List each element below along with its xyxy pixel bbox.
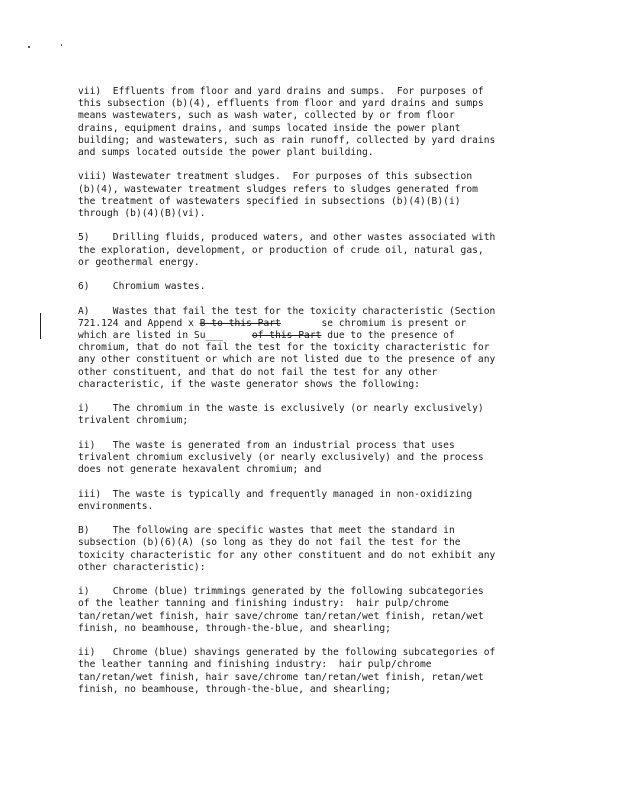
revision-bar: [40, 313, 41, 339]
struck-text: B to this Part: [199, 317, 281, 329]
text-line: trivalent chromium exclusively (or nearly exclusively) and the process: [78, 452, 484, 463]
paragraph-A: [78, 306, 548, 391]
text-line: other characteristic):: [78, 561, 206, 573]
text-line: 721.124 and Append x B to this Part se chromium is present or: [78, 317, 467, 329]
text-line: means wastewaters, such as wash water, collected by or from floor: [78, 110, 455, 122]
scan-speck: [61, 44, 62, 46]
text-line: 5) Drilling fluids, produced waters, and other wastes associated with: [78, 232, 496, 244]
text-line: toxicity characteristic for any other constituent and do not exhibit any: [78, 549, 496, 561]
text-line: finish, no beamhouse, through-the-blue, and shearling;: [78, 683, 391, 695]
paragraph-5: [78, 232, 548, 269]
text-line: the leather tanning and finishing industry: hair pulp/chrome: [78, 659, 432, 671]
text-line: 6) Chromium wastes.: [78, 281, 206, 293]
text-line: characteristic, if the waste generator shows the following:: [78, 378, 420, 390]
text-line: other constituent, and that do not fail the test for any other: [78, 366, 438, 378]
paragraph-B-i: [78, 586, 548, 635]
paragraph-A-ii: [78, 440, 548, 477]
text-line: ii) Chrome (blue) shavings generated by the following subcategories of: [78, 647, 496, 659]
document-body: [78, 86, 548, 708]
paragraph-A-i: [78, 403, 548, 427]
paragraph-vii: [78, 86, 548, 159]
text-line: through (b)(4)(B)(vi).: [78, 208, 206, 220]
text-line: tan/retan/wet finish, hair save/chrome tan/retan/wet finish, retan/wet: [78, 610, 484, 622]
text-line: vii) Effluents from floor and yard drains and sumps. For purposes of: [78, 86, 484, 97]
text-line: drains, equipment drains, and sumps located inside the power plant: [78, 122, 461, 134]
text-line: viii) Wastewater treatment sludges. For purposes of this subsection: [78, 171, 473, 183]
text-line: finish, no beamhouse, through-the-blue, and shearling;: [78, 622, 391, 634]
text-line: the exploration, development, or production of crude oil, natural gas,: [78, 244, 484, 256]
text-line: i) Chrome (blue) trimmings generated by the following subcategories: [78, 586, 484, 598]
struck-text: of this Part: [251, 330, 322, 341]
text-line: this subsection (b)(4), effluents from floor and yard drains and sumps: [78, 98, 484, 110]
paragraph-viii: [78, 171, 548, 220]
paragraph-B: [78, 525, 548, 574]
text-line: chromium, that do not fail the test for the toxicity characteristic for: [78, 342, 490, 354]
paragraph-B-ii: [78, 647, 548, 696]
text-line: does not generate hexavalent chromium; and: [78, 464, 322, 476]
text-line: trivalent chromium;: [78, 415, 189, 427]
text-line: iii) The waste is typically and frequently managed in non-oxidizing: [78, 488, 473, 500]
text-line: the treatment of wastewaters specified in subsections (b)(4)(B)(i): [78, 195, 461, 207]
text-line: B) The following are specific wastes that meet the standard in: [78, 525, 455, 537]
text-line: any other constituent or which are not listed due to the presence of any: [78, 354, 496, 366]
text-line: building; and wastewaters, such as rain runoff, collected by yard drains: [78, 134, 496, 146]
text-line: subsection (b)(6)(A) (so long as they do not fail the test for the: [78, 537, 461, 549]
text-line: (b)(4), wastewater treatment sludges refers to sludges generated from: [78, 183, 478, 195]
text-line: and sumps located outside the power plant building.: [78, 147, 374, 159]
text-line: or geothermal energy.: [78, 256, 200, 268]
text-line: environments.: [78, 500, 154, 512]
text-line: tan/retan/wet finish, hair save/chrome tan/retan/wet finish, retan/wet: [78, 671, 484, 683]
text-line: which are listed in Su___ of this Part due to the presence of: [78, 330, 455, 341]
scan-speck: [28, 46, 30, 48]
text-line: A) Wastes that fail the test for the toxicity characteristic (Section: [78, 305, 496, 317]
text-line: ii) The waste is generated from an industrial process that uses: [78, 439, 455, 451]
paragraph-A-iii: [78, 489, 548, 513]
paragraph-6: [78, 281, 548, 293]
text-line: of the leather tanning and finishing industry: hair pulp/chrome: [78, 598, 449, 610]
text-line: i) The chromium in the waste is exclusively (or nearly exclusively): [78, 403, 484, 415]
